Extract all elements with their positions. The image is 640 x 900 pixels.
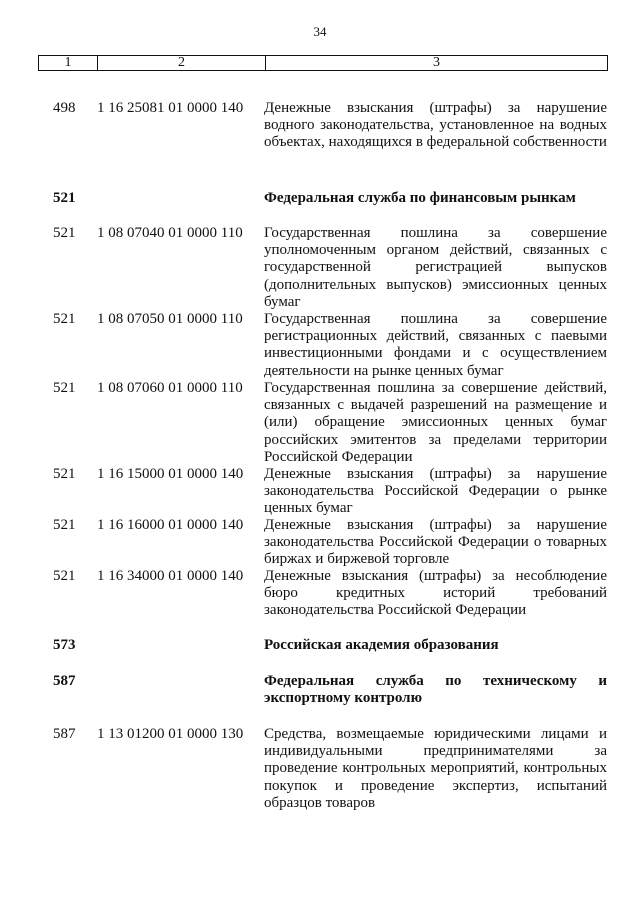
revenue-description: Государственная пошлина за совершение уполномоченным органом действий, связанных с государственной регистрацией выпусков (дополнительных выпусков) эмиссионных ценных бумаг xyxy=(264,225,607,310)
admin-code: 521 xyxy=(53,380,76,396)
revenue-description: Денежные взыскания (штрафы) за нарушение законодательства Российской Федерации о рынке ценных бумаг xyxy=(264,466,607,517)
budget-code: 1 08 07050 01 0000 110 xyxy=(97,311,243,327)
revenue-description: Средства, возмещаемые юридическими лицами и индивидуальными предпринимателями за проведение контрольных мероприятий, контрольных покупок и проведение экспертиз, испытаний образцов товаров xyxy=(264,726,607,811)
column-header-3: 3 xyxy=(433,55,440,70)
budget-code: 1 16 15000 01 0000 140 xyxy=(97,466,244,482)
agency-name: Федеральная служба по финансовым рынкам xyxy=(264,190,576,206)
column-header-row xyxy=(38,55,608,71)
admin-code: 587 xyxy=(53,673,76,689)
revenue-description: Денежные взыскания (штрафы) за несоблюдение бюро кредитных историй требований законодательства Российской Федерации xyxy=(264,568,607,619)
admin-code: 498 xyxy=(53,100,76,116)
revenue-description: Государственная пошлина за совершение регистрационных действий, связанных с паевыми инвестиционными фондами и с осуществлением деятельности на рынке ценных бумаг xyxy=(264,311,607,379)
column-header-1: 1 xyxy=(39,56,98,70)
budget-code: 1 13 01200 01 0000 130 xyxy=(97,726,244,742)
revenue-description: Денежные взыскания (штрафы) за нарушение водного законодательства, установленное на водных объектах, находящихся в федеральной собственности xyxy=(264,100,607,151)
admin-code: 521 xyxy=(53,225,76,241)
admin-code: 587 xyxy=(53,726,76,742)
admin-code: 521 xyxy=(53,517,76,533)
budget-code: 1 08 07060 01 0000 110 xyxy=(97,380,243,396)
revenue-description: Денежные взыскания (штрафы) за нарушение законодательства Российской Федерации о товарных биржах и биржевой торговле xyxy=(264,517,607,568)
admin-code: 521 xyxy=(53,190,76,206)
admin-code: 521 xyxy=(53,568,76,584)
page-number: 34 xyxy=(313,24,327,39)
column-header-2: 2 xyxy=(98,56,266,70)
admin-code: 573 xyxy=(53,637,76,653)
budget-code: 1 16 25081 01 0000 140 xyxy=(97,100,244,116)
revenue-description: Государственная пошлина за совершение действий, связанных с выдачей разрешений на размещение и (или) обращение эмиссионных ценных бумаг российских эмитентов за пределами территории Российской Федерации xyxy=(264,380,607,465)
admin-code: 521 xyxy=(53,466,76,482)
budget-code: 1 08 07040 01 0000 110 xyxy=(97,225,243,241)
budget-code: 1 16 34000 01 0000 140 xyxy=(97,568,244,584)
agency-name: Федеральная служба по техническому и экспортному контролю xyxy=(264,673,607,707)
admin-code: 521 xyxy=(53,311,76,327)
budget-code: 1 16 16000 01 0000 140 xyxy=(97,517,244,533)
agency-name: Российская академия образования xyxy=(264,637,499,653)
